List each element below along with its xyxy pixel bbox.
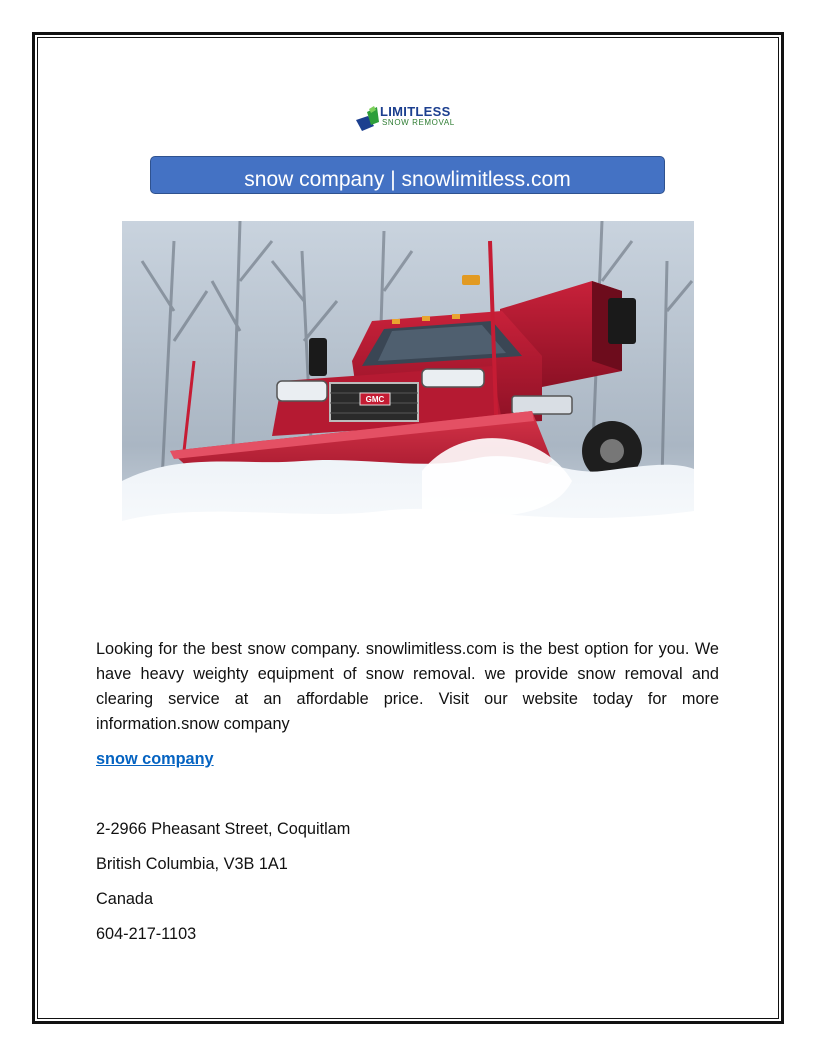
title-banner [150,156,665,194]
phone-number: 604-217-1103 [96,925,197,943]
hero-photo [122,221,694,596]
snow-company-link[interactable]: snow company [96,750,214,768]
snow-plow-truck-image [122,221,694,596]
logo-wordmark: LIMITLESS [380,104,451,119]
address-street: 2-2966 Pheasant Street, Coquitlam [96,820,351,838]
grille-badge: GMC [365,395,385,404]
intro-paragraph: Looking for the best snow company. snowlimitless.com is the best option for you. We have heavy weighty equipment of snow removal. we provide snow removal and clearing service at an affordable price. Visit our website today for more information.snow company [96,640,719,733]
address-country: Canada [96,890,154,908]
address-province: British Columbia, V3B 1A1 [96,855,288,873]
logo-tagline: SNOW REMOVAL [382,118,455,127]
page-title: snow company | snowlimitless.com [244,168,571,191]
company-logo [354,103,464,133]
